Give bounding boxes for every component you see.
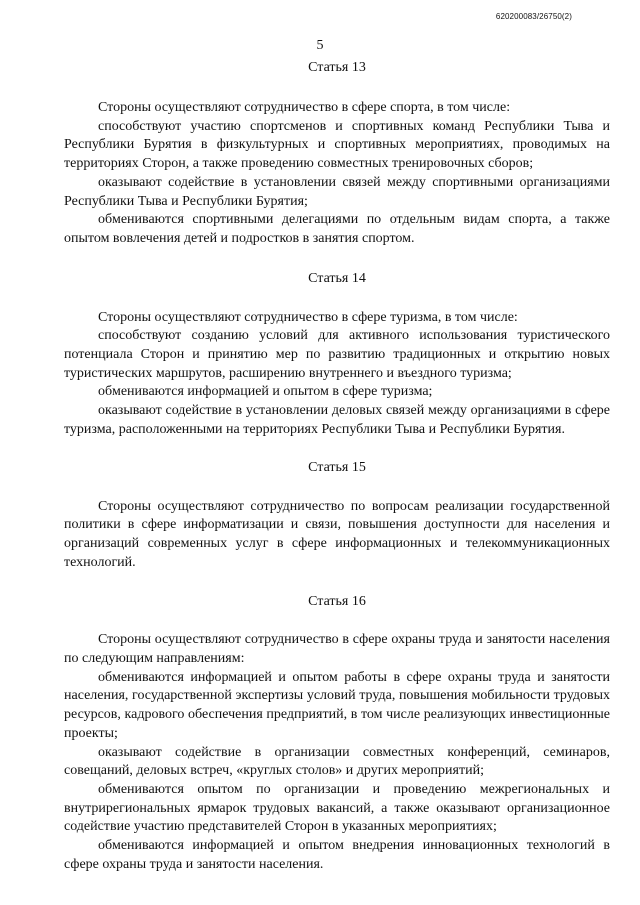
article-14 (64, 269, 610, 440)
article-13 (64, 58, 610, 249)
article-paragraph: оказывают содействие в установлении связей между спортивными организациями Республики Тыва и Республики Бурятия; (64, 174, 610, 209)
article-paragraph: обмениваются информацией и опытом работы в сфере охраны труда и занятости населения, государственной экспертизы условий труда, повышения мобильности трудовых ресурсов, кадрового обеспечения предприятий, в том числе реализующих инвестиционные проекты; (64, 669, 610, 741)
article-paragraph: Стороны осуществляют сотрудничество в сфере туризма, в том числе: (98, 309, 518, 325)
article-paragraph: обмениваются спортивными делегациями по отдельным видам спорта, а также опытом вовлечения детей и подростков в занятия спортом. (64, 212, 610, 246)
article-title: Статья 15 (308, 459, 366, 475)
document-code: 620200083/26750(2) (495, 12, 572, 21)
article-paragraph: способствуют участию спортсменов и спортивных команд Республики Тыва и Республики Бурятия в физкультурных и спортивных мероприятиях, проводимых на территориях Сторон, а также проведению совместных тренировочных сборов; (64, 118, 610, 172)
article-paragraph: оказывают содействие в организации совместных конференций, семинаров, совещаний, деловых встреч, «круглых столов» и других мероприятий; (64, 744, 610, 779)
article-title: Статья 16 (308, 594, 366, 610)
article-16 (64, 592, 610, 874)
article-paragraph: обмениваются информацией и опытом внедрения инновационных технологий в сфере охраны труда и занятости населения. (64, 838, 610, 872)
article-title: Статья 13 (308, 60, 366, 75)
article-paragraph: Стороны осуществляют сотрудничество в сфере охраны труда и занятости населения по следующим направлениям: (64, 632, 610, 667)
article-paragraph: способствуют созданию условий для активного использования туристического потенциала Сторон и принятию мер по развитию традиционных и открытию новых туристических маршрутов, расширению внутреннего и въездного туризма; (64, 328, 610, 381)
article-15 (64, 458, 610, 573)
article-paragraph: Стороны осуществляют сотрудничество в сфере спорта, в том числе: (98, 100, 511, 115)
article-title: Статья 14 (308, 270, 366, 286)
article-paragraph: обмениваются информацией и опытом в сфере туризма; (98, 384, 433, 400)
page-number: 5 (316, 38, 324, 53)
article-paragraph: Стороны осуществляют сотрудничество по вопросам реализации государственной политики в сфере информатизации и связи, повышения доступности для населения и организаций современных услуг в сфере информационных и телекоммуникационных технологий. (64, 498, 610, 570)
article-paragraph: оказывают содействие в установлении деловых связей между организациями в сфере туризма, расположенными на территориях Республики Тыва и Республики Бурятия. (64, 403, 610, 437)
document-body (64, 58, 610, 875)
article-paragraph: обмениваются опытом по организации и проведению межрегиональных и внутрирегиональных ярмарок трудовых вакансий, а также оказывают организационное содействие участию представителей Сторон в указанных мероприятиях; (64, 781, 610, 835)
